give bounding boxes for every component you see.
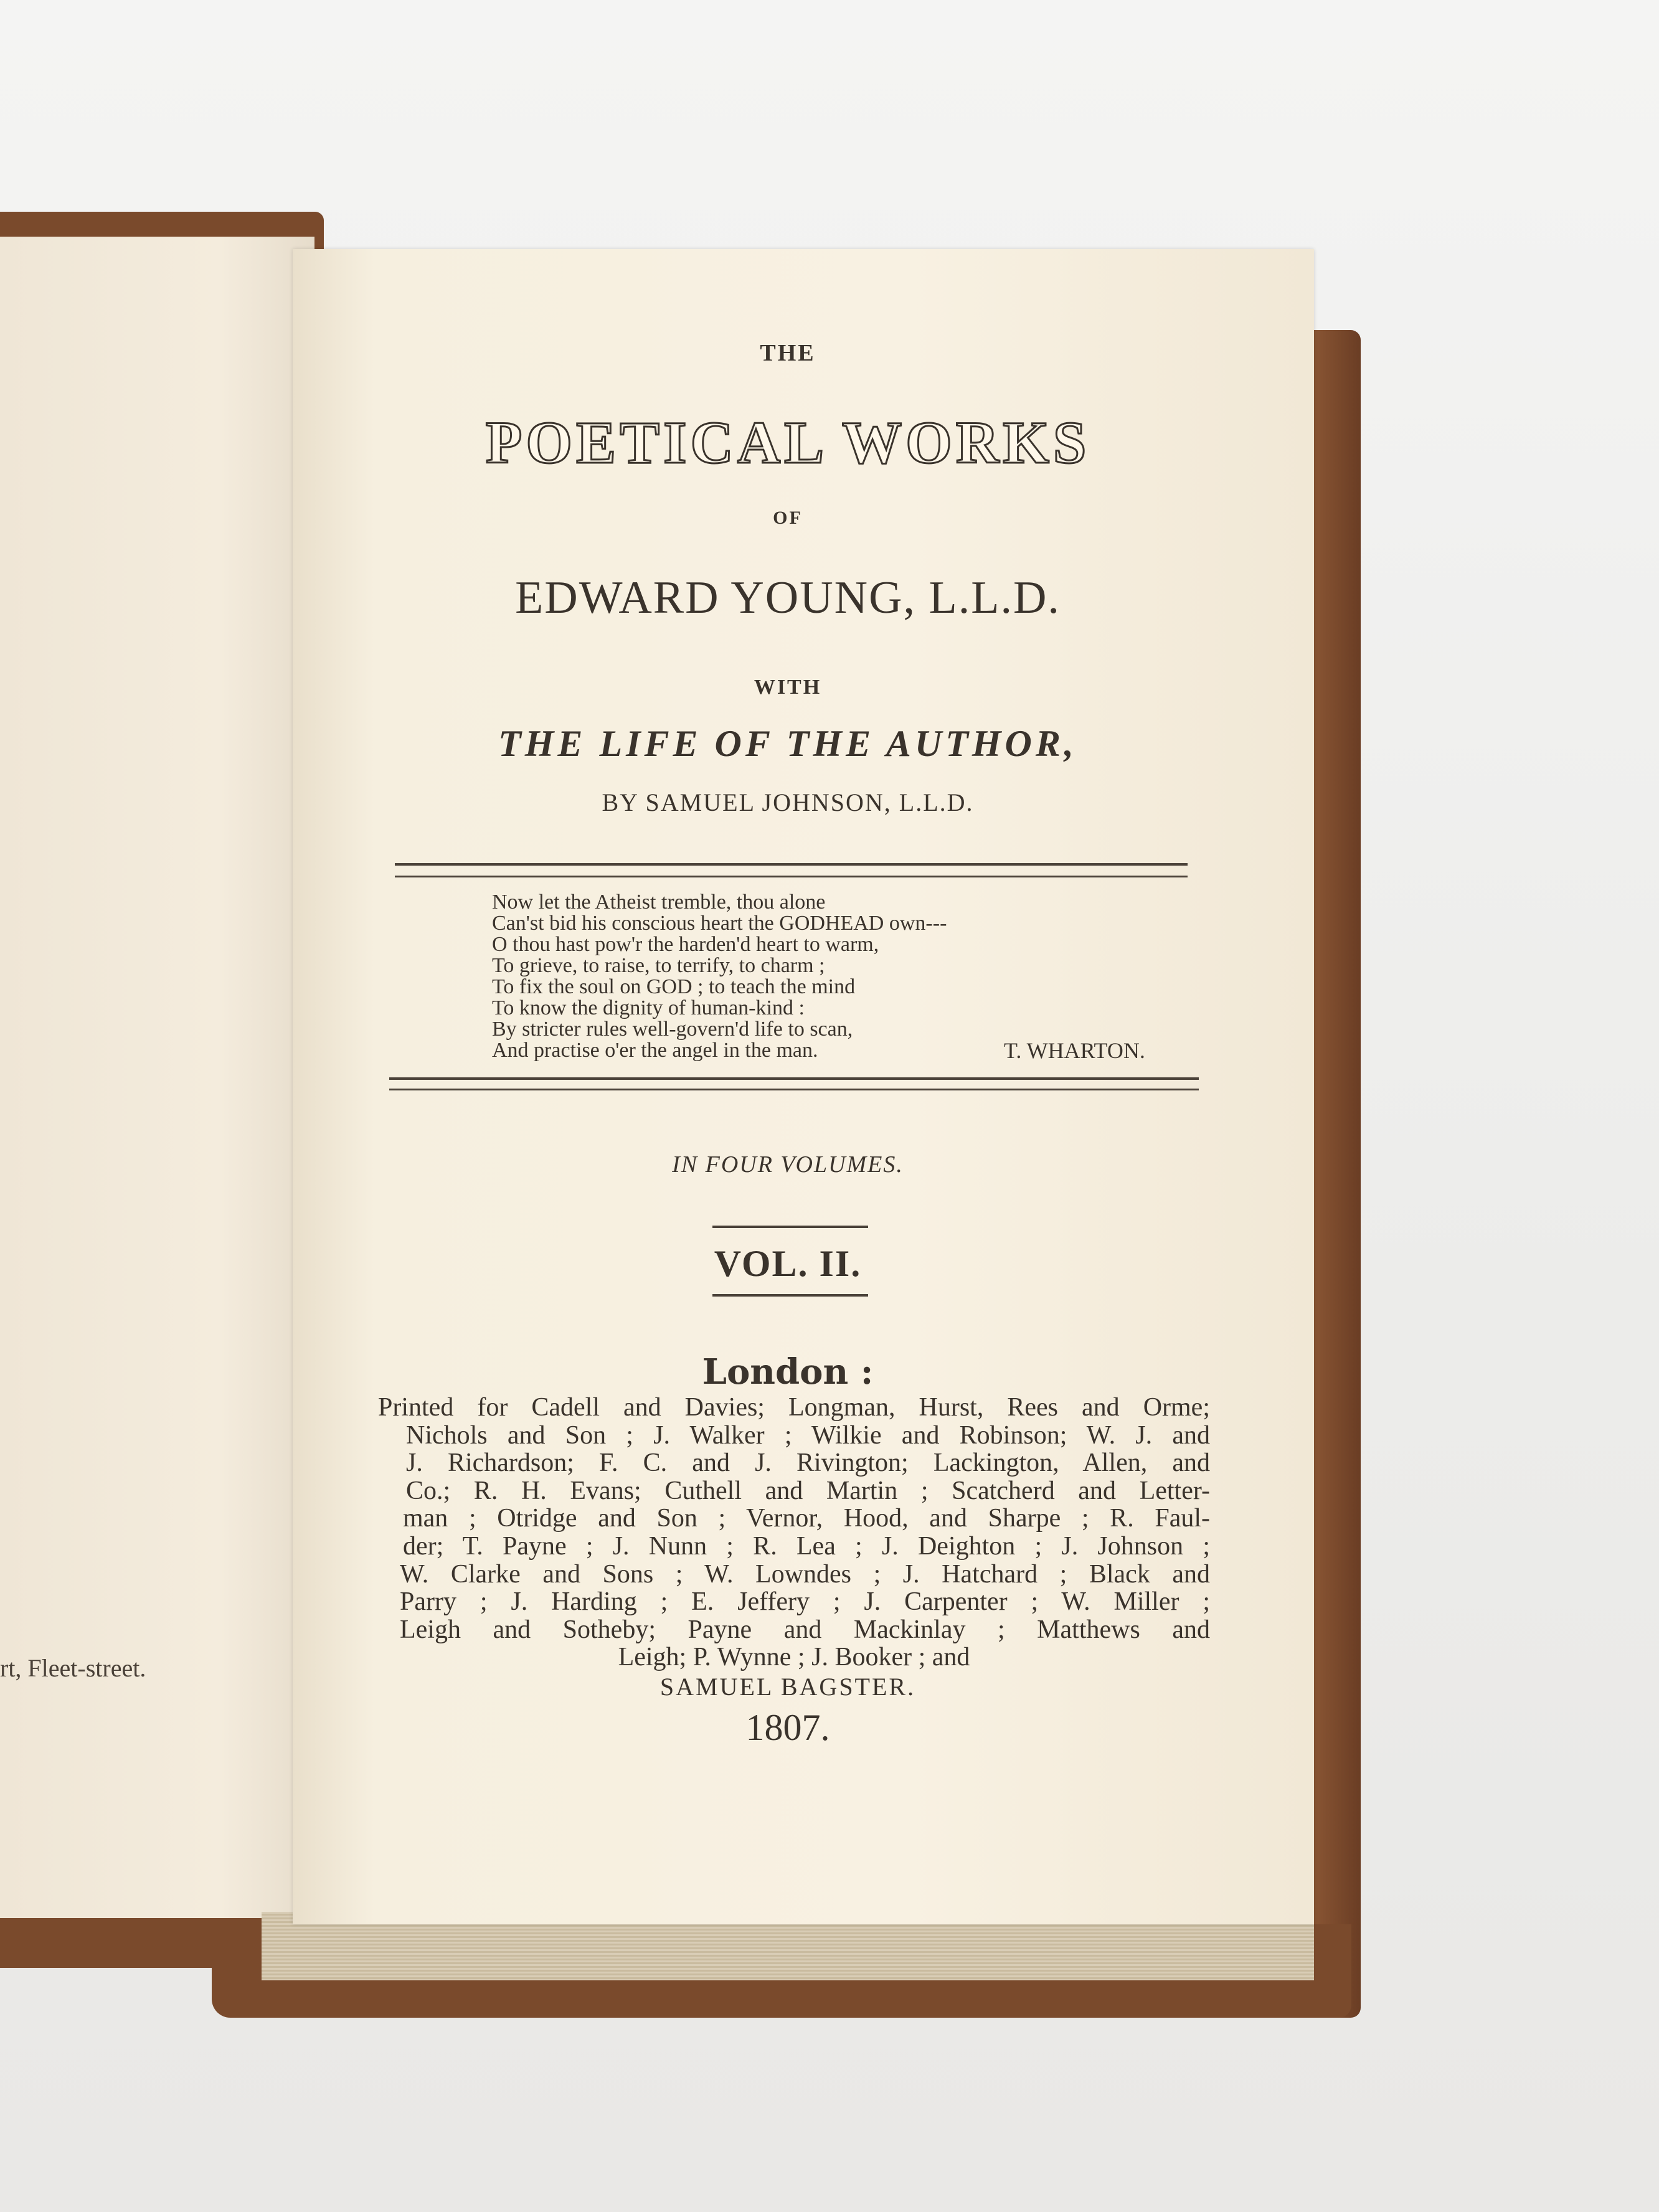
epigraph [492, 892, 1189, 1061]
author-name: EDWARD YOUNG, L.L.D. [515, 572, 1061, 623]
imprint-line: Leigh; P. Wynne ; J. Booker ; and [618, 1643, 970, 1672]
volume-count: IN FOUR VOLUMES. [672, 1151, 904, 1178]
epigraph-line: To fix the soul on GOD ; to teach the mind [492, 975, 856, 998]
imprint-line: der; T. Payne ; J. Nunn ; R. Lea ; J. Deighton ; J. Johnson ; [403, 1531, 1210, 1561]
imprint-line: Nichols and Son ; J. Walker ; Wilkie and Robinson; W. J. and [406, 1420, 1210, 1450]
imprint-line: Parry ; J. Harding ; E. Jeffery ; J. Carpenter ; W. Miller ; [400, 1587, 1210, 1617]
divider-rule [389, 1077, 1199, 1080]
imprint-line: J. Richardson; F. C. and J. Rivington; Lackington, Allen, and [406, 1449, 1210, 1478]
subtitle: THE LIFE OF THE AUTHOR, [498, 723, 1077, 764]
divider-rule [712, 1226, 868, 1228]
epigraph-line: Now let the Atheist tremble, thou alone [492, 891, 826, 914]
divider-rule [389, 1089, 1199, 1090]
epigraph-line: To know the dignity of human-kind : [492, 996, 805, 1019]
epigraph-line: O thou hast pow'r the harden'd heart to warm, [492, 933, 879, 956]
volume-number: VOL. II. [714, 1243, 862, 1284]
epigraph-attribution: T. WHARTON. [1004, 1038, 1145, 1063]
divider-rule [712, 1294, 868, 1297]
divider-rule [395, 876, 1188, 877]
imprint-line: Printed for Cadell and Davies; Longman, Hurst, Rees and Orme; [378, 1393, 1210, 1422]
title-the: THE [760, 340, 816, 366]
divider-rule [395, 863, 1188, 866]
epigraph-line: Can'st bid his conscious heart the GODHEAD own--- [492, 912, 947, 935]
book-title: POETICAL WORKS [485, 409, 1090, 476]
left-page-text: rt, Fleet-street. [0, 1654, 146, 1682]
title-of: OF [773, 508, 803, 528]
imprint-line: W. Clarke and Sons ; W. Lowndes ; J. Hatchard ; Black and [400, 1559, 1210, 1589]
imprint [378, 1394, 1210, 1671]
imprint-line: Co.; R. H. Evans; Cuthell and Martin ; Scatcherd and Letter- [406, 1476, 1210, 1505]
epigraph-line: And practise o'er the angel in the man. [492, 1039, 818, 1062]
publisher: SAMUEL BAGSTER. [659, 1673, 916, 1701]
imprint-line: Leigh and Sotheby; Payne and Mackinlay ; Matthews and [400, 1615, 1210, 1644]
imprint-place: London : [702, 1351, 874, 1392]
epigraph-line: To grieve, to raise, to terrify, to charm ; [492, 954, 825, 977]
publication-year: 1807. [745, 1707, 830, 1748]
subtitle-author: BY SAMUEL JOHNSON, L.L.D. [602, 788, 974, 816]
title-with: WITH [754, 676, 822, 699]
epigraph-line: By stricter rules well-govern'd life to scan, [492, 1018, 853, 1041]
imprint-line: man ; Otridge and Son ; Vernor, Hood, and Sharpe ; R. Faul- [403, 1504, 1210, 1533]
